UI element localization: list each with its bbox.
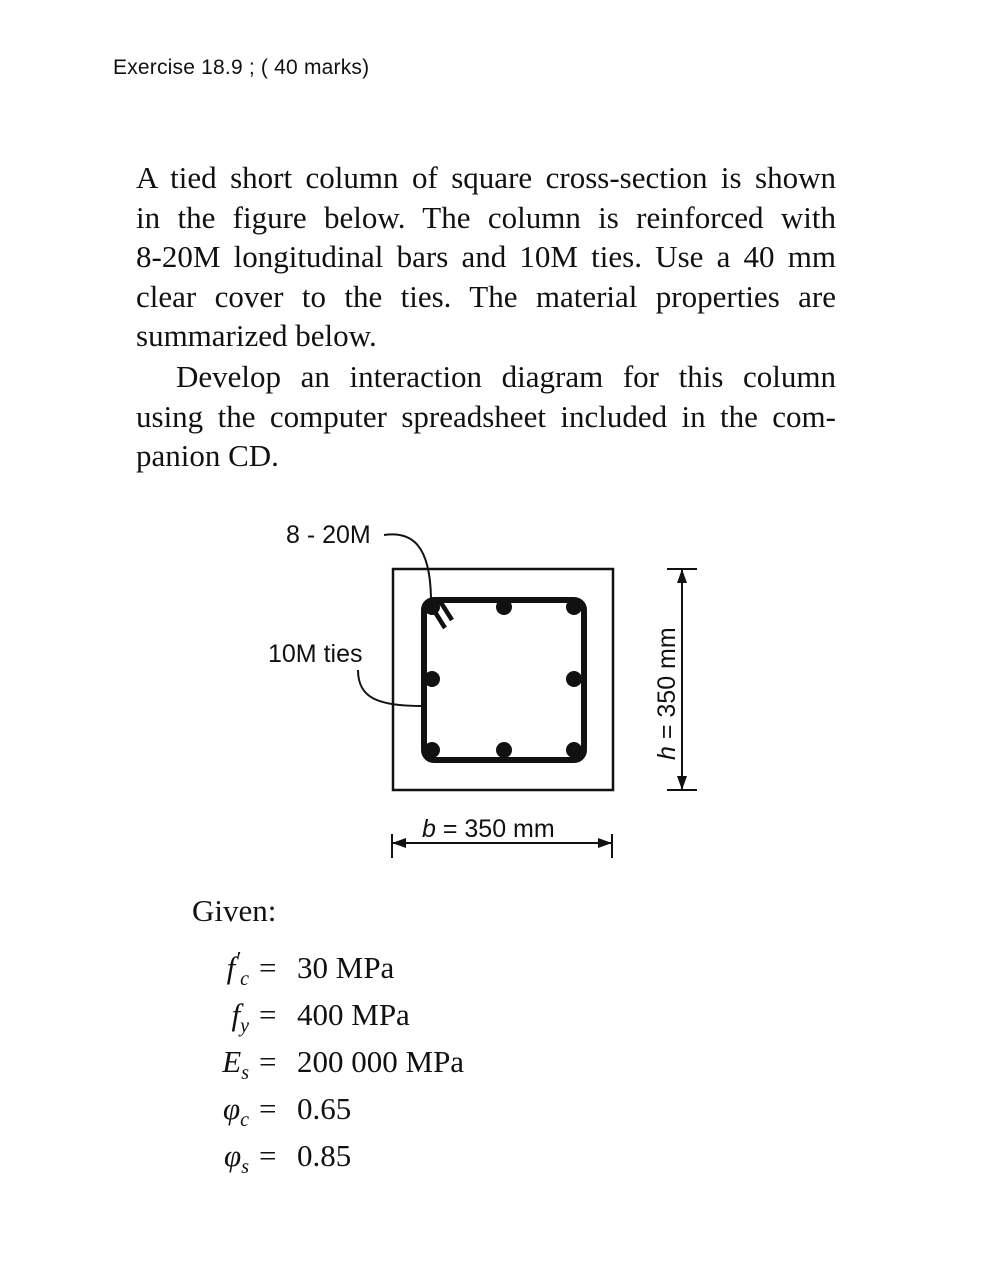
width-arrowhead-left [392, 838, 406, 848]
text-line: Develop an interaction diagram for this column [176, 359, 836, 394]
text-line: using the computer spreadsheet included in the com- [136, 398, 836, 434]
equals-sign: = [259, 950, 277, 985]
longitudinal-bar [424, 671, 440, 687]
text-line: clear cover to the ties. The material properties are [136, 278, 836, 314]
longitudinal-bar [566, 742, 582, 758]
longitudinal-bar [496, 599, 512, 615]
height-value: = 350 mm [653, 627, 681, 747]
width-label [422, 815, 555, 843]
given-row-fy [185, 997, 464, 1044]
tie-outline [424, 600, 584, 760]
longitudinal-bar [496, 742, 512, 758]
height-symbol: h [653, 746, 681, 760]
longitudinal-bar [566, 599, 582, 615]
given-properties-list [185, 946, 465, 1185]
ties-label: 10M ties [268, 640, 363, 668]
given-row-es [185, 1044, 464, 1091]
property-symbol: $\varphi_s$ [224, 1138, 249, 1178]
longitudinal-bar [566, 671, 582, 687]
given-row-phis [185, 1138, 464, 1185]
property-value: 0.85 [297, 1138, 352, 1173]
height-arrowhead-top [677, 569, 687, 583]
width-arrowhead-right [598, 838, 612, 848]
property-value: 200 000 MPa [297, 1044, 465, 1079]
width-symbol: b [422, 815, 436, 843]
text-line: 8-20M longitudinal bars and 10M ties. Use a 40 mm [136, 239, 836, 275]
height-arrowhead-bottom [677, 776, 687, 790]
property-value: 0.65 [297, 1091, 352, 1126]
height-label [653, 627, 681, 760]
text-line: panion CD. [136, 438, 279, 474]
given-heading: Given: [192, 893, 277, 928]
given-row-fc [185, 946, 464, 997]
text-line: in the figure below. The column is reinforced with [136, 199, 836, 235]
property-symbol: $\varphi_c$ [222, 1091, 249, 1131]
equals-sign: = [259, 997, 277, 1032]
property-symbol: $f'_c$ [226, 946, 249, 990]
property-value: 30 MPa [297, 950, 395, 985]
given-row-phic [185, 1091, 464, 1138]
equals-sign: = [259, 1044, 277, 1079]
text-line: A tied short column of square cross-section is shown [136, 160, 836, 195]
property-symbol: $f_y$ [231, 997, 249, 1037]
property-value: 400 MPa [297, 997, 410, 1032]
bars-leader-line [384, 534, 431, 598]
longitudinal-bar [424, 599, 440, 615]
ties-leader-line [358, 670, 422, 706]
equals-sign: = [259, 1091, 277, 1126]
text-line: summarized below. [136, 318, 377, 354]
equals-sign: = [259, 1138, 277, 1173]
exercise-header: Exercise 18.9 ; ( 40 marks) [113, 56, 370, 79]
longitudinal-bar [424, 742, 440, 758]
property-symbol: $E_s$ [222, 1044, 249, 1084]
width-value: = 350 mm [435, 815, 555, 843]
bars-label: 8 - 20M [286, 521, 371, 549]
